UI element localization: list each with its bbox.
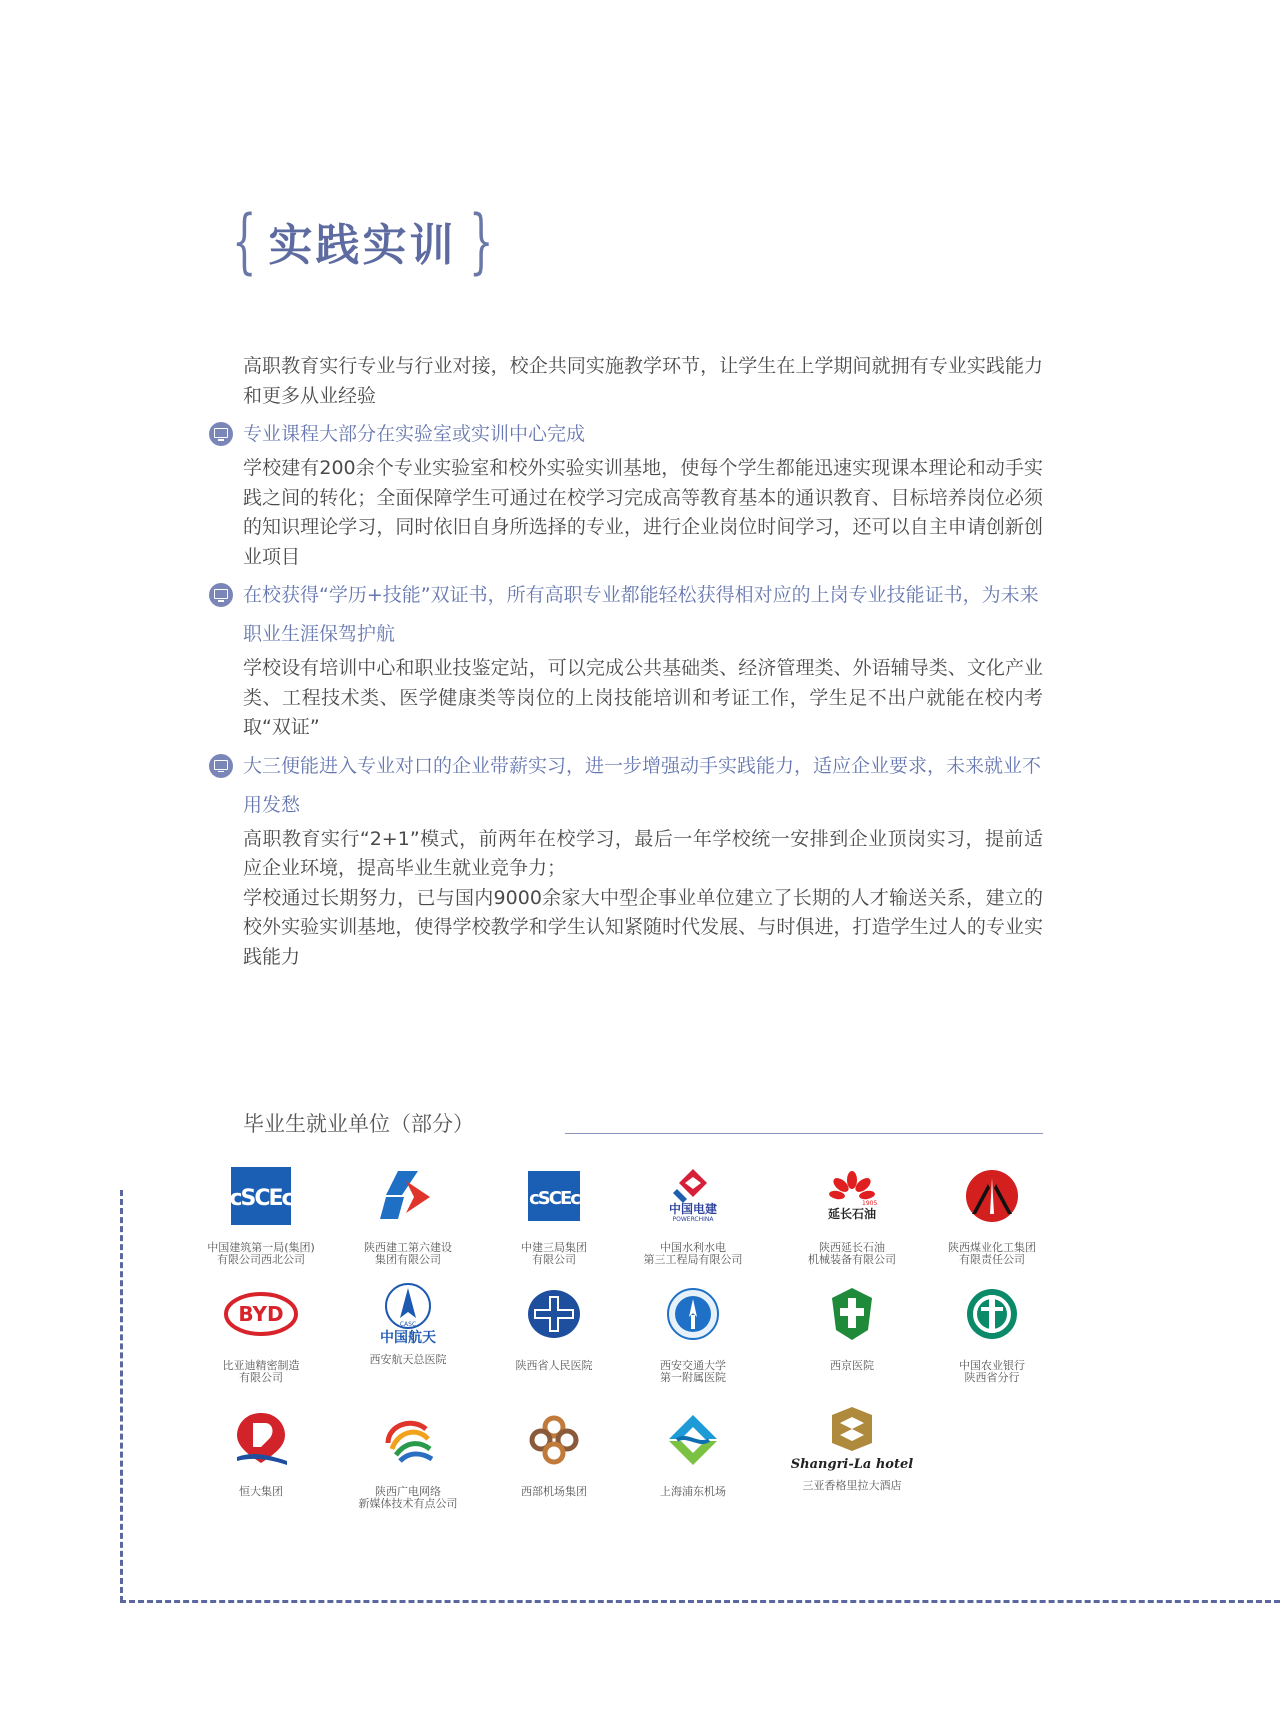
content-body <box>243 352 1043 972</box>
employer-powerchina: 中国电建 POWERCHINA 中国水利水电 第三工程局有限公司 <box>623 1160 763 1266</box>
employer-cscec3: cSCEc 中建三局集团 有限公司 <box>484 1160 624 1266</box>
xijing-logo-icon <box>826 1286 878 1342</box>
employer-shaanxi-coal: 陕西煤业化工集团 有限责任公司 <box>922 1160 1062 1266</box>
section-heading-text: 专业课程大部分在实验室或实训中心完成 <box>243 423 586 445</box>
byd-logo-icon <box>224 1292 298 1336</box>
employer-casc-hospital: CASC 中国航天 西安航天总医院 <box>338 1278 478 1366</box>
section-body-3b: 学校通过长期努力，已与国内9000余家大中型企事业单位建立了长期的人才输送关系，建立的校外实验实训基地，使得学校教学和学生认知紧随时代发展、与时俱进，打造学生过人的专业实践能力 <box>243 886 1043 968</box>
section-heading-text: 在校获得“学历+技能”双证书，所有高职专业都能轻松获得相对应的上岗专业技能证书，为未来职业生涯保驾护航 <box>243 584 1039 645</box>
dashed-border-bottom <box>120 1600 1280 1603</box>
monitor-icon <box>209 754 233 778</box>
cscec-logo-icon <box>231 1167 291 1225</box>
section-heading-text: 大三便能进入专业对口的企业带薪实习，进一步增强动手实践能力，适应企业要求，未来就业不用发愁 <box>243 754 1042 816</box>
evergrande-logo-icon <box>233 1411 289 1469</box>
employers-title-rule <box>565 1133 1043 1134</box>
svg-text:cSCEc: cSCEc <box>229 1186 293 1211</box>
hospital-cross-logo-icon <box>526 1288 582 1340</box>
section-heading-2 <box>243 576 1043 654</box>
employer-cscec1: cSCEc 中国建筑第一局(集团) 有限公司西北公司 <box>191 1160 331 1266</box>
left-brace: { <box>232 200 257 282</box>
shaanxi-construction-logo-icon <box>378 1167 438 1225</box>
intro-paragraph: 高职教育实行专业与行业对接，校企共同实施教学环节，让学生在上学期间就拥有专业实践能力和更多从业经验 <box>243 355 1043 407</box>
dashed-border-left <box>120 1190 123 1602</box>
employer-yanchang: 1905 延长石油 陕西延长石油 机械装备有限公司 <box>782 1160 922 1266</box>
employer-xjtu-hospital: 西安交通大学 第一附属医院 <box>623 1278 763 1384</box>
employer-shaanxi-broadcast: 陕西广电网络 新媒体技术有点公司 <box>338 1404 478 1510</box>
employer-shaanxi-peoples-hospital: 陕西省人民医院 <box>484 1278 624 1372</box>
svg-text:cSCEc: cSCEc <box>529 1188 579 1209</box>
casc-logo-icon <box>383 1282 433 1330</box>
shaanxi-coal-logo-icon <box>964 1168 1020 1224</box>
right-brace: } <box>468 200 494 282</box>
section-heading-3 <box>243 747 1043 825</box>
section-body-3: 高职教育实行“2+1”模式，前两年在校学习，最后一年学校统一安排到企业顶岗实习，提前适应企业环境，提高毕业生就业竞争力； <box>243 827 1043 879</box>
employer-pudong-airport: 上海浦东机场 <box>623 1404 763 1498</box>
employer-shaanxi-construction-6: 陕西建工第六建设 集团有限公司 <box>338 1160 478 1266</box>
page-title-text: 实践实训 <box>268 220 457 271</box>
employer-evergrande: 恒大集团 <box>191 1404 331 1498</box>
svg-text:1905: 1905 <box>862 1200 878 1207</box>
powerchina-logo-icon <box>673 1169 713 1203</box>
yanchang-logo-icon <box>829 1171 878 1207</box>
employer-byd: BYD 比亚迪精密制造 有限公司 <box>191 1278 331 1384</box>
broadcast-swirl-logo-icon <box>380 1415 436 1465</box>
section-heading-1 <box>243 415 1043 454</box>
employer-shangrila: Shangri-La hotel 三亚香格里拉大酒店 <box>782 1404 922 1492</box>
abc-bank-logo-icon <box>965 1287 1019 1341</box>
section-body-1: 学校建有200余个专业实验室和校外实验实训基地，使每个学生都能迅速实现课本理论和动手实践之间的转化；全面保障学生可通过在校学习完成高等教育基本的通识教育、目标培养岗位必须的知识理论学习，同时依旧自身所选择的专业，进行企业岗位时间学习，还可以自主申请创新创业项目 <box>243 457 1043 568</box>
xjtu-hospital-logo-icon <box>666 1287 720 1341</box>
pudong-airport-logo-icon <box>665 1413 721 1467</box>
employers-title: 毕业生就业单位（部分） <box>243 1112 474 1136</box>
page-title <box>222 200 503 282</box>
svg-text:BYD: BYD <box>238 1302 284 1326</box>
employer-xijing-hospital: 西京医院 <box>782 1278 922 1372</box>
shangrila-logo-icon <box>832 1407 872 1451</box>
section-body-2: 学校设有培训中心和职业技鉴定站，可以完成公共基础类、经济管理类、外语辅导类、文化产业类、工程技术类、医学健康类等岗位的上岗技能培训和考证工作，学生足不出户就能在校内考取“双证” <box>243 657 1043 738</box>
airport-knot-logo-icon <box>527 1413 581 1467</box>
monitor-icon <box>209 422 233 446</box>
employer-western-airport: 西部机场集团 <box>484 1404 624 1498</box>
svg-text:CASC: CASC <box>399 1321 417 1328</box>
monitor-icon <box>209 583 233 607</box>
employer-abc-bank: 中国农业银行 陕西省分行 <box>922 1278 1062 1384</box>
cscec-logo-icon <box>528 1171 580 1221</box>
